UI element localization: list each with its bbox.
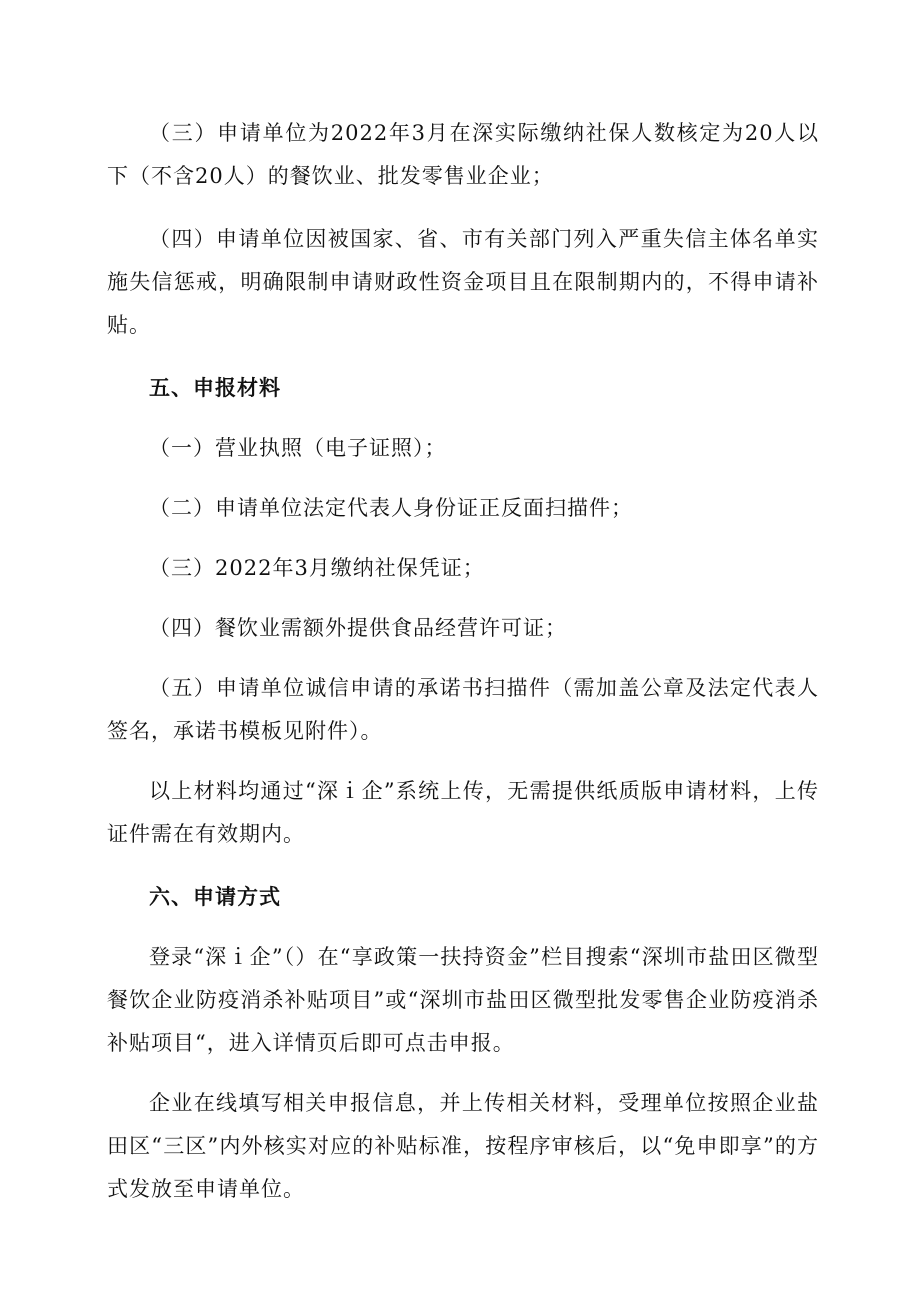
material-4: （四）餐饮业需额外提供食品经营许可证； (149, 616, 567, 640)
material-2: （二）申请单位法定代表人身份证正反面扫描件； (149, 496, 633, 520)
material-5: （五）申请单位诚信申请的承诺书扫描件（需加盖公章及法定代表人签名，承诺书模板见附件）。 (107, 676, 819, 743)
material-1: （一）营业执照（电子证照）； (149, 436, 447, 460)
section-5-heading: 五、申报材料 (149, 376, 281, 400)
materials-upload-note: 以上材料均通过“深ｉ企”系统上传，无需提供纸质版申请材料，上传证件需在有效期内。 (107, 779, 819, 846)
condition-3-paragraph: （三）申请单位为2022年3月在深实际缴纳社保人数核定为20人以下（不含20人）的餐饮业、批发零售业企业； (107, 121, 819, 188)
section-6-heading: 六、申请方式 (149, 885, 281, 909)
condition-4-paragraph: （四）申请单位因被国家、省、市有关部门列入严重失信主体名单实施失信惩戒，明确限制申请财政性资金项目且在限制期内的，不得申请补贴。 (107, 227, 819, 337)
application-method-paragraph: 登录“深ｉ企”（）在“享政策一扶持资金”栏目搜索“深圳市盐田区微型餐饮企业防疫消杀补贴项目”或“深圳市盐田区微型批发零售企业防疫消杀补贴项目“，进入详情页后即可点击申报。 (107, 945, 819, 1055)
material-3: （三）2022年3月缴纳社保凭证； (149, 556, 485, 580)
application-process-paragraph: 企业在线填写相关申报信息，并上传相关材料，受理单位按照企业盐田区“三区”内外核实对应的补贴标准，按程序审核后，以“免申即享”的方式发放至申请单位。 (107, 1091, 819, 1201)
document-page (107, 112, 819, 1211)
